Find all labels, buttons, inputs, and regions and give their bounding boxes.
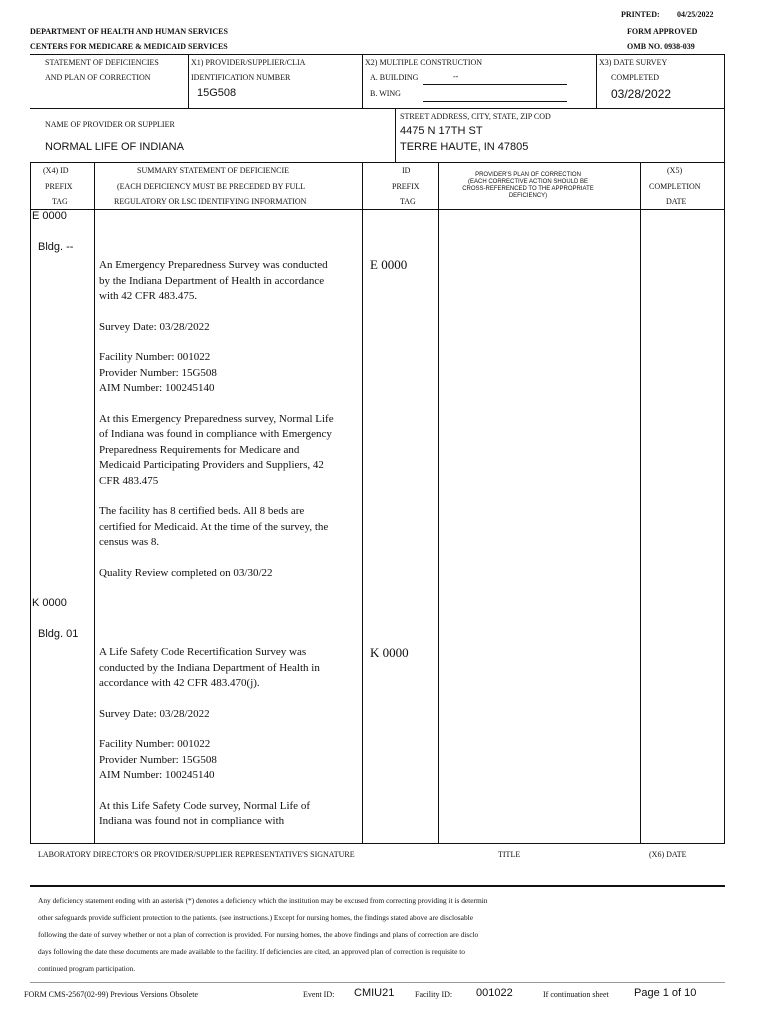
e-paragraph-5: The facility has 8 certified beds. All 8 beds are certified for Medicaid. At the time of the survey, the census was 8.: [99, 505, 329, 548]
provider-name-value: NORMAL LIFE OF INDIANA: [45, 141, 184, 153]
provider-name-label: NAME OF PROVIDER OR SUPPLIER: [45, 120, 175, 129]
signature-label: LABORATORY DIRECTOR'S OR PROVIDER/SUPPLIER REPRESENTATIVE'S SIGNATURE: [38, 850, 355, 859]
x2-label: X2) MULTIPLE CONSTRUCTION: [365, 58, 483, 67]
e-survey-date: Survey Date: 03/28/2022: [99, 320, 210, 333]
disclaimer-line-3: following the date of survey whether or not a plan of correction is provided. For nursing homes, the above findings and plans of correction are disclo: [38, 930, 479, 939]
e-aim-number: AIM Number: 100245140: [99, 382, 215, 394]
address-line-2: TERRE HAUTE, IN 47805: [400, 141, 529, 153]
k-bldg: Bldg. 01: [38, 628, 79, 640]
event-id-value: CMIU21: [354, 987, 395, 999]
k-paragraph-4: At this Life Safety Code survey, Normal Life of Indiana was found not in compliance with: [99, 799, 310, 827]
x4-header-3: TAG: [52, 197, 68, 206]
summary-header-2: (EACH DEFICIENCY MUST BE PRECEDED BY FULL: [117, 182, 306, 191]
e-facility-number: Facility Number: 001022: [99, 351, 211, 363]
printed-date: 04/25/2022: [677, 10, 714, 19]
page-number: Page 1 of 10: [634, 987, 697, 999]
statement-label-1: STATEMENT OF DEFICIENCIES: [45, 58, 159, 67]
statement-label-2: AND PLAN OF CORRECTION: [45, 73, 151, 82]
x5-header-3: DATE: [666, 197, 687, 206]
x5-header-2: COMPLETION: [649, 182, 701, 191]
printed-label: PRINTED:: [621, 10, 660, 19]
continuation-label: If continuation sheet: [543, 990, 609, 999]
survey-completed-date: 03/28/2022: [611, 87, 672, 101]
facility-id-value: 001022: [476, 987, 513, 999]
e-provider-number: Provider Number: 15G508: [99, 366, 217, 379]
id-header-1: ID: [402, 166, 411, 175]
e-finding-text: [99, 258, 334, 581]
e-paragraph-1: An Emergency Preparedness Survey was conducted by the Indiana Department of Health in accordance with 42 CFR 483.475.: [99, 259, 328, 302]
k-id-tag: K 0000: [370, 645, 409, 660]
wing-label: B. WING: [370, 89, 401, 98]
x4-header-1: (X4) ID: [43, 166, 69, 175]
disclaimer: [38, 892, 487, 977]
k-finding-text: [99, 645, 334, 830]
disclaimer-line-2: other safeguards provide sufficient protection to the patients. (see instructions.) Except for nursing homes, the findings stated above are disclosable: [38, 913, 473, 922]
provider-id-value: 15G508: [197, 87, 237, 99]
building-value: --: [453, 72, 459, 81]
plan-header: PROVIDER'S PLAN OF CORRECTION (EACH CORRECTIVE ACTION SHOULD BE CROSS-REFERENCED TO THE APPROPRIATE DEFICIENCY): [462, 172, 594, 199]
summary-header-1: SUMMARY STATEMENT OF DEFICIENCIE: [137, 166, 290, 175]
k-paragraph-1: A Life Safety Code Recertification Survey was conducted by the Indiana Department of Health in accordance with 42 CFR 483.470(j).: [99, 646, 320, 689]
centers-name: CENTERS FOR MEDICARE & MEDICAID SERVICES: [30, 42, 228, 51]
x4-header-2: PREFIX: [45, 182, 73, 191]
x3-label-1: X3) DATE SURVEY: [599, 58, 668, 67]
department-name: DEPARTMENT OF HEALTH AND HUMAN SERVICES: [30, 27, 228, 36]
disclaimer-line-1: Any deficiency statement ending with an asterisk (*) denotes a deficiency which the institution may be excused from correcting providing it is determin: [38, 896, 488, 905]
building-label: A. BUILDING: [370, 73, 419, 82]
disclaimer-line-5: continued program participation.: [38, 964, 136, 973]
e-id-tag: E 0000: [370, 257, 408, 272]
event-id-label: Event ID:: [303, 990, 335, 999]
e-bldg: Bldg. --: [38, 241, 74, 253]
x3-label-2: COMPLETED: [611, 73, 659, 82]
id-header-2: PREFIX: [392, 182, 420, 191]
address-line-1: 4475 N 17TH ST: [400, 125, 483, 137]
x6-date-label: (X6) DATE: [649, 850, 687, 859]
title-label: TITLE: [498, 850, 521, 859]
e-tag: E 0000: [32, 210, 67, 222]
x1-label-1: X1) PROVIDER/SUPPLIER/CLIA: [191, 58, 306, 67]
summary-header-3: REGULATORY OR LSC IDENTIFYING INFORMATION: [114, 197, 307, 206]
k-survey-date: Survey Date: 03/28/2022: [99, 707, 210, 720]
form-number: FORM CMS-2567(02-99) Previous Versions Obsolete: [24, 990, 199, 999]
address-label: STREET ADDRESS, CITY, STATE, ZIP COD: [400, 112, 551, 121]
k-aim-number: AIM Number: 100245140: [99, 769, 215, 781]
k-provider-number: Provider Number: 15G508: [99, 753, 217, 766]
x5-header-1: (X5): [667, 166, 683, 175]
e-paragraph-4: At this Emergency Preparedness survey, Normal Life of Indiana was found in compliance with Emergency Preparedness Requirements for Medicare and Medicaid Participating Providers and Suppliers, 42 CFR 483.475: [99, 412, 334, 487]
k-facility-number: Facility Number: 001022: [99, 738, 211, 750]
k-tag: K 0000: [32, 597, 67, 609]
x1-label-2: IDENTIFICATION NUMBER: [191, 73, 291, 82]
form-approved: FORM APPROVED: [627, 27, 698, 36]
id-header-3: TAG: [400, 197, 416, 206]
disclaimer-line-4: days following the date these documents are made available to the facility. If deficiencies are cited, an approved plan of correction is requisite to: [38, 947, 465, 956]
omb-number: OMB NO. 0938-039: [627, 42, 695, 51]
facility-id-label: Facility ID:: [415, 990, 453, 999]
e-quality-review: Quality Review completed on 03/30/22: [99, 566, 273, 579]
